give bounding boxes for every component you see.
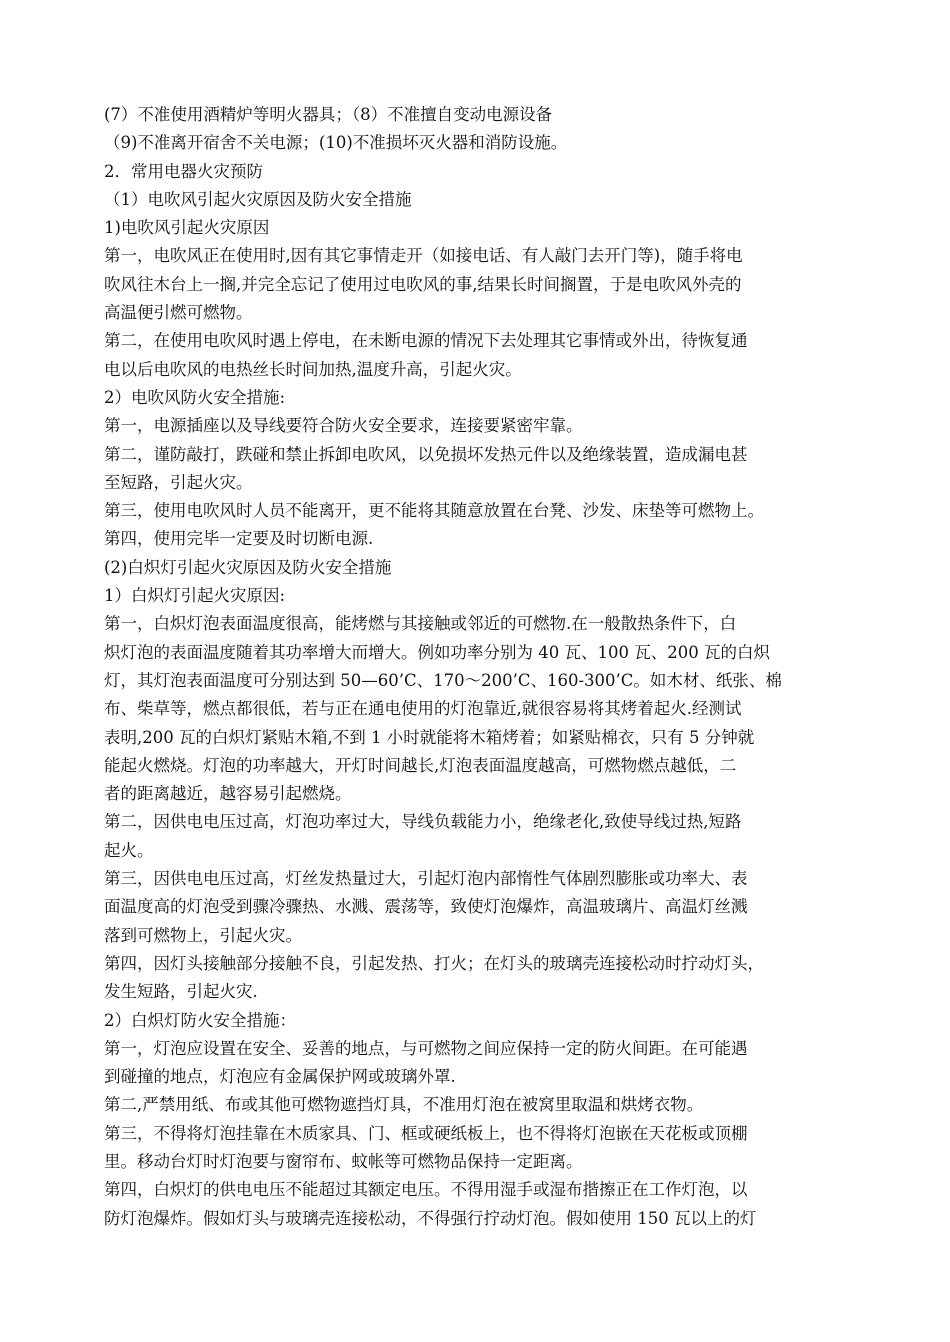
- text-line: 第一，电吹风正在使用时,因有其它事情走开（如接电话、有人敲门去开门等)，随手将电: [104, 246, 743, 266]
- text-line: （9)不准离开宿舍不关电源；(10)不准损坏灭火器和消防设施。: [104, 133, 568, 153]
- text-line: 第四，白炽灯的供电电压不能超过其额定电压。不得用湿手或湿布揩擦正在工作灯泡，以: [104, 1180, 748, 1200]
- text-line: 第三，使用电吹风时人员不能离开，更不能将其随意放置在台凳、沙发、床垫等可燃物上。: [104, 501, 764, 521]
- text-line: 炽灯泡的表面温度随着其功率增大而增大。例如功率分别为 40 瓦、100 瓦、200 瓦的白炽: [104, 642, 770, 662]
- text-line: 第一，白炽灯泡表面温度很高，能烤燃与其接触或邻近的可燃物.在一般散热条件下，白: [104, 614, 737, 634]
- text-line: (7）不准使用酒精炉等明火器具；（8）不准擅自变动电源设备: [104, 105, 553, 124]
- text-line: 高温便引燃可燃物。: [104, 303, 253, 323]
- subsection-heading: 2）电吹风防火安全措施:: [104, 387, 286, 407]
- text-line: 起火。: [104, 840, 154, 860]
- text-line: 面温度高的灯泡受到骤冷骤热、水溅、震荡等，致使灯泡爆炸，高温玻璃片、高温灯丝溅: [104, 897, 748, 917]
- text-line: 第三，因供电电压过高，灯丝发热量过大，引起灯泡内部惰性气体剧烈膨胀或功率大、表: [104, 869, 748, 889]
- text-line: 第二,严禁用纸、布或其他可燃物遮挡灯具，不准用灯泡在被窝里取温和烘烤衣物。: [104, 1095, 704, 1115]
- subsection-heading: 2）白炽灯防火安全措施：: [104, 1010, 296, 1030]
- text-line: 里。移动台灯时灯泡要与窗帘布、蚊帐等可燃物品保持一定距离。: [104, 1151, 583, 1171]
- text-line: 电以后电吹风的电热丝长时间加热,温度升高，引起火灾。: [104, 359, 522, 379]
- text-line: 落到可燃物上，引起火灾。: [104, 925, 302, 945]
- subsection-heading: 1）白炽灯引起火灾原因:: [104, 586, 286, 606]
- text-line: 到碰撞的地点，灯泡应有金属保护网或玻璃外罩.: [104, 1067, 456, 1087]
- text-line: 者的距离越近，越容易引起燃烧。: [104, 784, 352, 804]
- text-line: 灯，其灯泡表面温度可分别达到 50—60’C、170～200’C、160-300’C。如木材、纸张、棉: [104, 670, 782, 690]
- text-line: 布、柴草等，燃点都很低，若与正在通电使用的灯泡靠近,就很容易将其烤着起火.经测试: [104, 699, 742, 719]
- text-line: 第二，谨防敲打，跌碰和禁止拆卸电吹风，以免损坏发热元件以及绝缘装置，造成漏电甚: [104, 444, 748, 464]
- section-heading: 2．常用电器火灾预防: [104, 161, 263, 181]
- text-line: 至短路，引起火灾。: [104, 472, 253, 492]
- subsection-heading: (2)白炽灯引起火灾原因及防火安全措施: [104, 557, 392, 577]
- text-line: 第三，不得将灯泡挂靠在木质家具、门、框或硬纸板上，也不得将灯泡嵌在天花板或顶棚: [104, 1123, 748, 1143]
- text-line: 第一，电源插座以及导线要符合防火安全要求，连接要紧密牢靠。: [104, 416, 583, 436]
- document-body: [104, 101, 864, 1233]
- text-line: 发生短路，引起火灾.: [104, 982, 258, 1002]
- text-line: 第二，在使用电吹风时遇上停电，在未断电源的情况下去处理其它事情或外出，待恢复通: [104, 331, 748, 351]
- text-line: 第四，因灯头接触部分接触不良，引起发热、打火；在灯头的玻璃壳连接松动时拧动灯头，: [104, 953, 764, 973]
- text-line: 表明,200 瓦的白炽灯紧贴木箱,不到 1 小时就能将木箱烤着；如紧贴棉衣，只有 5 分钟就: [104, 727, 755, 747]
- text-line: 防灯泡爆炸。假如灯头与玻璃壳连接松动，不得强行拧动灯泡。假如使用 150 瓦以上的灯: [104, 1208, 757, 1228]
- text-line: 第二，因供电电压过高，灯泡功率过大，导线负载能力小，绝缘老化,致使导线过热,短路: [104, 812, 742, 832]
- subsection-heading: 1)电吹风引起火灾原因: [104, 218, 270, 238]
- subsection-heading: （1）电吹风引起火灾原因及防火安全措施: [104, 189, 412, 209]
- text-line: 能起火燃烧。灯泡的功率越大，开灯时间越长,灯泡表面温度越高，可燃物燃点越低，二: [104, 755, 737, 775]
- text-line: 吹风往木台上一搁,并完全忘记了使用过电吹风的事,结果长时间搁置，于是电吹风外壳的: [104, 274, 742, 294]
- text-line: 第一，灯泡应设置在安全、妥善的地点，与可燃物之间应保持一定的防火间距。在可能遇: [104, 1038, 748, 1058]
- text-line: 第四，使用完毕一定要及时切断电源.: [104, 529, 374, 549]
